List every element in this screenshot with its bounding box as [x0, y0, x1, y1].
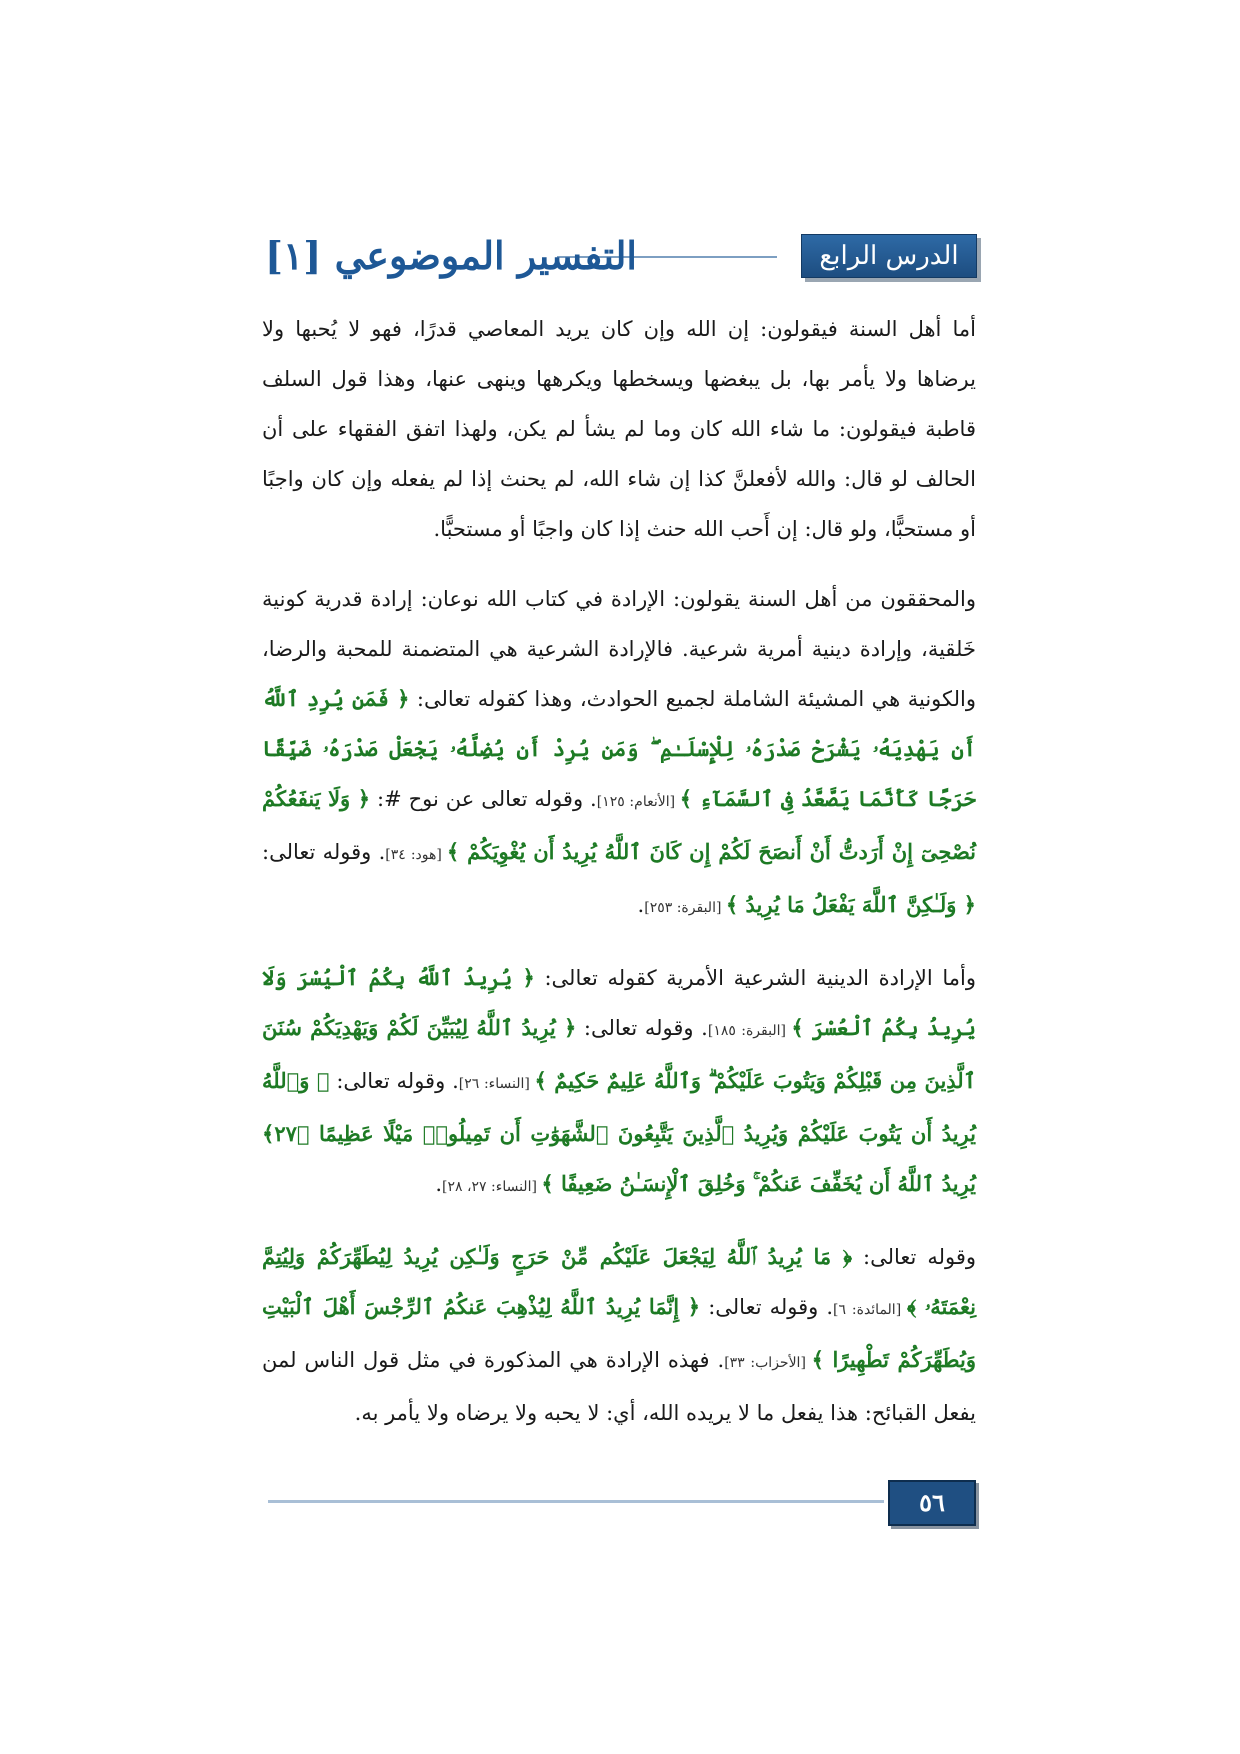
verse-reference: [المائدة: ٦] — [833, 1302, 908, 1318]
text-run: . وقوله تعالى: — [576, 1016, 708, 1040]
text-run: أما أهل السنة فيقولون: إن الله وإن كان يريد المعاصي قدرًا، فهو لا يُحبها ولا يرضاها ولا يأمر بها، بل يبغضها ويسخطها ويكرهها وينهى عنها، وهذا قول السلف قاطبة فيقولون: ما شاء الله كان وما لم يشأ لم يكن، ولهذا اتفق الفقهاء على أن الحالف لو قال: والله لأفعلنَّ كذا إن شاء الله، لم يحنث إذا لم يفعله وإن كان واجبًا أو مستحبًّا، ولو قال: إن أَحب الله حنث إذا كان واجبًا أو مستحبًّا. — [262, 317, 976, 541]
page-number: ٥٦ — [888, 1480, 976, 1526]
quran-verse: ﴿ فَمَن يُرِدِ ٱللَّهُ أَن يَهْدِيَهُۥ يَشْرَحْ صَدْرَهُۥ لِلْإِسْلَـٰمِ ۖ وَمَن يُرِدْ أَن يُضِلَّهُۥ يَجْعَلْ صَدْرَهُۥ ضَيِّقًا حَرَجًا كَأَنَّمَا يَصَّعَّدُ فِى ٱلسَّمَآءِ ﴾ — [262, 686, 976, 811]
text-run: . وقوله تعالى عن نوح #: — [370, 787, 597, 811]
text-run: . — [637, 893, 645, 917]
verse-reference: [هود: ٣٤] — [385, 847, 447, 863]
quran-verse: ﴿ إِنَّمَا يُرِيدُ ٱللَّهُ لِيُذْهِبَ عَنكُمُ ٱلرِّجْسَ أَهْلَ ٱلْبَيْتِ وَيُطَهِّرَكُمْ تَطْهِيرًا ﴾ — [262, 1294, 977, 1372]
verse-reference: [النساء: ٢٧، ٢٨] — [442, 1179, 542, 1195]
page-header — [265, 230, 977, 282]
paragraph — [262, 953, 976, 1212]
verse-reference: [الأحزاب: ٣٣] — [724, 1355, 812, 1371]
quran-verse: ﴿ وَلَـٰكِنَّ ٱللَّهَ يَفْعَلُ مَا يُرِيدُ ﴾ — [725, 892, 976, 917]
verse-reference: [النساء: ٢٦] — [458, 1076, 535, 1092]
quran-verse: ﴿ وَٱللَّهُ يُرِيدُ أَن يَتُوبَ عَلَيْكُمْ وَيُرِيدُ ٱلَّذِينَ يَتَّبِعُونَ ٱلشَّهَوَٰتِ أَن تَمِيلُوا۟ مَيْلًا عَظِيمًا ﴿٢٧﴾ يُرِيدُ ٱللَّهُ أَن يُخَفِّفَ عَنكُمْ ۚ وَخُلِقَ ٱلْإِنسَـٰنُ ضَعِيفًا ﴾ — [262, 1068, 976, 1196]
quran-verse: ﴿ يُرِيدُ ٱللَّهُ لِيُبَيِّنَ لَكُمْ وَيَهْدِيَكُمْ سُنَنَ ٱلَّذِينَ مِن قَبْلِكُمْ وَيَتُوبَ عَلَيْكُمْ ۗ وَٱللَّهُ عَلِيمٌ حَكِيمٌ ﴾ — [262, 1015, 977, 1093]
verse-reference: [البقرة: ٢٥٣] — [644, 900, 726, 916]
quran-verse: ﴿ وَلَا يَنفَعُكُمْ نُصْحِىٓ إِنْ أَرَدتُّ أَنْ أَنصَحَ لَكُمْ إِن كَانَ ٱللَّهُ يُرِيدُ أَن يُغْوِيَكُمْ ﴾ — [262, 786, 977, 864]
verse-reference: [البقرة: ١٨٥] — [707, 1023, 792, 1039]
quran-verse: ﴿ يُرِيدُ ٱللَّهُ بِكُمُ ٱلْيُسْرَ وَلَا يُرِيدُ بِكُمُ ٱلْعُسْرَ ﴾ — [262, 965, 976, 1040]
paragraph — [262, 1232, 976, 1438]
footer-divider — [268, 1500, 884, 1503]
text-run: . وقوله تعالى: — [262, 840, 386, 864]
text-run: . وقوله تعالى: — [700, 1295, 834, 1319]
verse-reference: [الأنعام: ١٢٥] — [596, 794, 680, 810]
text-run: وقوله تعالى: — [852, 1245, 976, 1269]
text-run: وأما الإرادة الدينية الشرعية الأمرية كقوله تعالى: — [534, 966, 976, 990]
quran-verse: ﴿ مَا يُرِيدُ ٱللَّهُ لِيَجْعَلَ عَلَيْكُم مِّنْ حَرَجٍ وَلَـٰكِن يُرِيدُ لِيُطَهِّرَكُمْ وَلِيُتِمَّ نِعْمَتَهُۥ ﴾ — [262, 1244, 976, 1319]
paragraph — [262, 574, 976, 933]
body-text — [262, 304, 976, 1458]
paragraph — [262, 304, 976, 554]
text-run: والمحققون من أهل السنة يقولون: الإرادة في كتاب الله نوعان: إرادة قدرية كونية خَلقية، وإرادة دينية أمرية شرعية. فالإرادة الشرعية هي المتضمنة للمحبة والرضا، والكونية هي المشيئة الشاملة لجميع الحوادث، وهذا كقوله تعالى: — [262, 587, 976, 711]
lesson-label: الدرس الرابع — [801, 234, 977, 278]
text-run: . فهذه الإرادة هي المذكورة في مثل قول الناس لمن يفعل القبائح: هذا يفعل ما لا يريده الله، أي: لا يحبه ولا يرضاه ولا يأمر به. — [262, 1348, 976, 1425]
text-run: . وقوله تعالى: — [329, 1069, 459, 1093]
book-title: التفسير الموضوعي [١] — [265, 233, 637, 278]
text-run: . — [435, 1172, 443, 1196]
